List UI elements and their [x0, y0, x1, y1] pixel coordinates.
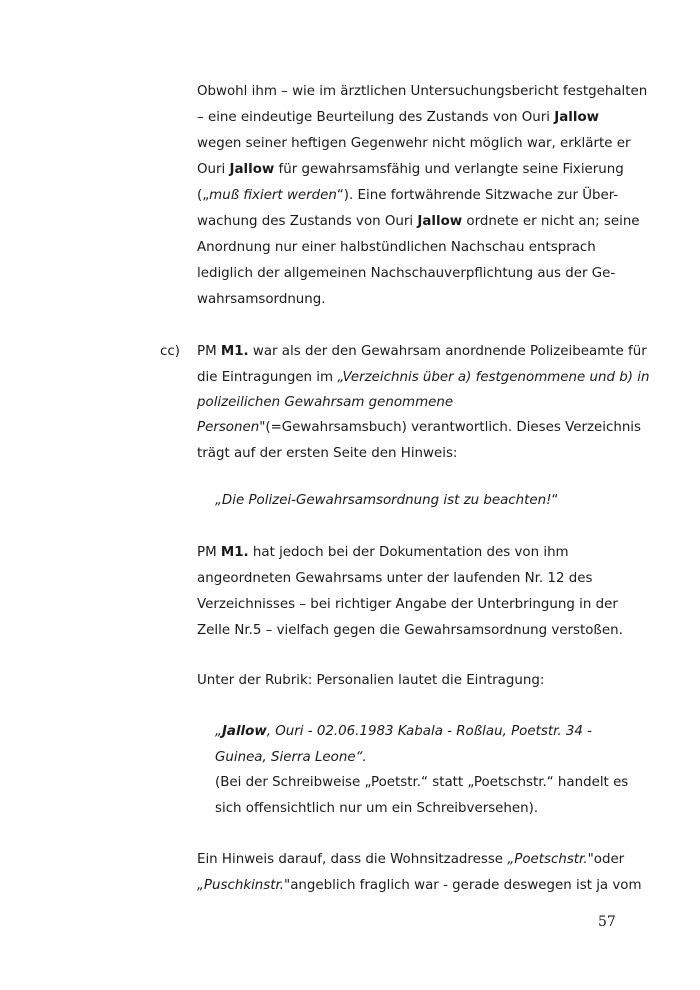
bold-name: M1.	[220, 545, 249, 560]
quote-2-line-1	[215, 724, 592, 739]
text: Ein Hinweis darauf, dass die Wohnsitzadresse	[197, 852, 508, 867]
italic-quote: polizeilichen Gewahrsam genommene	[197, 395, 454, 410]
text: Verzeichnisses – bei richtiger Angabe der Unterbringung in der	[197, 597, 618, 612]
section-label: cc)	[160, 344, 180, 359]
p1-line-2	[197, 110, 599, 125]
italic-quote: , Ouri - 02.06.1983 Kabala - Roßlau, Poetstr. 34 -	[266, 724, 592, 739]
text: die Eintragungen im	[197, 370, 338, 385]
text: Obwohl ihm – wie im ärztlichen Untersuchungsbericht festgehalten	[197, 84, 648, 99]
text: “). Eine fortwährende Sitzwache zur Über-	[336, 188, 619, 203]
p4-line-1	[197, 673, 544, 688]
text: PM	[197, 545, 221, 560]
text: trägt auf der ersten Seite den Hinweis:	[197, 446, 458, 461]
p1-line-6	[197, 214, 640, 229]
text: "(=Gewahrsamsbuch) verantwortlich. Dieses Verzeichnis	[259, 420, 642, 435]
italic-quote: Guinea, Sierra Leone“.	[215, 750, 367, 765]
italic-quote: „Verzeichnis über a) festgenommene und b) in	[337, 370, 650, 385]
text: (Bei der Schreibweise „Poetstr.“ statt „Poetschstr.“ handelt es	[215, 775, 629, 790]
quote-1	[215, 493, 558, 508]
bold-name: M1.	[220, 344, 249, 359]
text: lediglich der allgemeinen Nachschauverpflichtung aus der Ge-	[197, 266, 616, 281]
text: Ouri	[197, 162, 230, 177]
text: Anordnung nur einer halbstündlichen Nachschau entsprach	[197, 240, 596, 255]
italic-quote: „	[215, 724, 222, 739]
p2-line-1	[197, 344, 647, 359]
p2-line-5	[197, 446, 457, 461]
text: für gewahrsamsfähig und verlangte seine Fixierung	[274, 162, 624, 177]
p2-line-4	[197, 420, 641, 435]
text: wachung des Zustands von Ouri	[197, 214, 418, 229]
quote-2-line-4	[215, 801, 538, 816]
text: PM	[197, 344, 221, 359]
text: Zelle Nr.5 – vielfach gegen die Gewahrsamsordnung verstoßen.	[197, 623, 623, 638]
italic-quote: „Puschkinstr.	[197, 878, 285, 893]
text: – eine eindeutige Beurteilung des Zustands von Ouri	[197, 110, 555, 125]
text: („	[197, 188, 210, 203]
quote-2-line-2	[215, 750, 367, 765]
text: Unter der Rubrik: Personalien lautet die Eintragung:	[197, 673, 545, 688]
p5-line-1	[197, 852, 624, 867]
p1-line-8	[197, 266, 615, 281]
italic-quote: muß fixiert werden	[209, 188, 337, 203]
p2-line-3	[197, 395, 453, 410]
text: “	[551, 493, 559, 508]
italic-quote: Personen	[197, 420, 260, 435]
text: wegen seiner heftigen Gegenwehr nicht möglich war, erklärte er	[197, 136, 631, 151]
italic-quote: „Poetschstr.	[507, 852, 588, 867]
p3-line-1	[197, 545, 569, 560]
quote-2-line-3	[215, 775, 628, 790]
bold-name: Jallow	[229, 162, 275, 177]
text: "oder	[587, 852, 625, 867]
bold-name: Jallow	[221, 724, 267, 739]
p1-line-5	[197, 188, 618, 203]
p1-line-7	[197, 240, 596, 255]
text: ordnete er nicht an; seine	[462, 214, 640, 229]
p3-line-4	[197, 623, 623, 638]
p1-line-4	[197, 162, 624, 177]
page-number: 57	[598, 914, 616, 930]
p1-line-1	[197, 84, 647, 99]
p3-line-3	[197, 597, 618, 612]
bold-name: Jallow	[417, 214, 463, 229]
text: "angeblich fraglich war - gerade deswegen ist ja vom	[284, 878, 642, 893]
p1-line-3	[197, 136, 630, 151]
text: wahrsamsordnung.	[197, 292, 326, 307]
p1-line-9	[197, 292, 326, 307]
text: war als der den Gewahrsam anordnende Polizeibeamte für	[248, 344, 647, 359]
p2-line-2	[197, 370, 649, 385]
text: hat jedoch bei der Dokumentation des von ihm	[248, 545, 569, 560]
italic-quote: „Die Polizei-Gewahrsamsordnung ist zu beachten!	[215, 493, 552, 508]
p3-line-2	[197, 571, 592, 586]
bold-name: Jallow	[554, 110, 600, 125]
text: sich offensichtlich nur um ein Schreibversehen).	[215, 801, 539, 816]
text: angeordneten Gewahrsams unter der laufenden Nr. 12 des	[197, 571, 593, 586]
p5-line-2	[197, 878, 642, 893]
